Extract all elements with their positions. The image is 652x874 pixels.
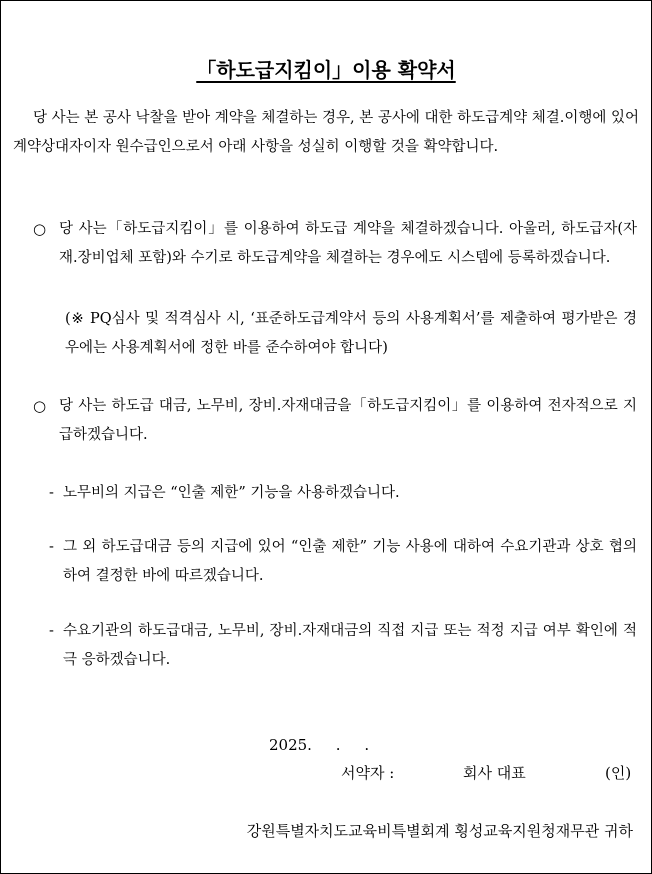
sub-item-text: 수요기관의 하도급대금, 노무비, 장비.자재대금의 직접 지급 또는 적정 지급 여부 확인에 적극 응하겠습니다. xyxy=(63,623,637,668)
signer-label: 서약자 : xyxy=(341,764,395,782)
sub-item-text: 노무비의 지급은 “인출 제한” 기능을 사용하겠습니다. xyxy=(63,485,400,501)
pledge-item-text: 당 사는 하도급 대금, 노무비, 장비.자재대금을「하도급지킴이」를 이용하여 전자적으로 지급하겠습니다. xyxy=(59,398,637,443)
seal-mark: (인) xyxy=(605,764,632,782)
pledge-item-payment xyxy=(33,392,637,450)
pq-note: (※ PQ심사 및 적격심사 시, ‘표준하도급계약서 등의 사용계획서’를 제출하여 평가받은 경우에는 사용계획서에 정한 바를 준수하여야 합니다) xyxy=(65,311,637,356)
company-representative-label: 회사 대표 xyxy=(463,764,526,782)
dash-bullet: - xyxy=(49,539,54,555)
document-title: 「하도급지킴이」이용 확약서 xyxy=(196,58,456,82)
sub-item-direct-payment xyxy=(49,617,637,675)
dash-bullet: - xyxy=(49,623,54,639)
circle-bullet-icon: ○ xyxy=(33,397,47,415)
sub-item-withdrawal-limit xyxy=(49,533,637,591)
pledge-item-text: 당 사는「하도급지킴이」를 이용하여 하도급 계약을 체결하겠습니다. 아울러, 하도급자(자재.장비업체 포함)와 수기로 하도급계약을 체결하는 경우에도 시스템에 등록하겠습니다. xyxy=(59,221,637,266)
signing-date: 2025. . . xyxy=(269,736,370,754)
recipient-line: 강원특별자치도교육비특별회계 횡성교육지원청재무관 귀하 xyxy=(246,822,633,840)
circle-bullet-icon: ○ xyxy=(33,220,47,238)
sub-item-text: 그 외 하도급대금 등의 지급에 있어 “인출 제한” 기능 사용에 대하여 수요기관과 상호 협의하여 결정한 바에 따르겠습니다. xyxy=(63,539,637,584)
dash-bullet: - xyxy=(49,485,54,501)
pledge-item-system xyxy=(33,215,637,273)
intro-paragraph: 당 사는 본 공사 낙찰을 받아 계약을 체결하는 경우, 본 공사에 대한 하도급계약 체결.이행에 있어 계약상대자이자 원수급인으로서 아래 사항을 성실히 이행할 것을 확약합니다. xyxy=(13,110,640,155)
sub-item-labor-cost xyxy=(49,479,637,508)
signer-line xyxy=(341,759,632,788)
